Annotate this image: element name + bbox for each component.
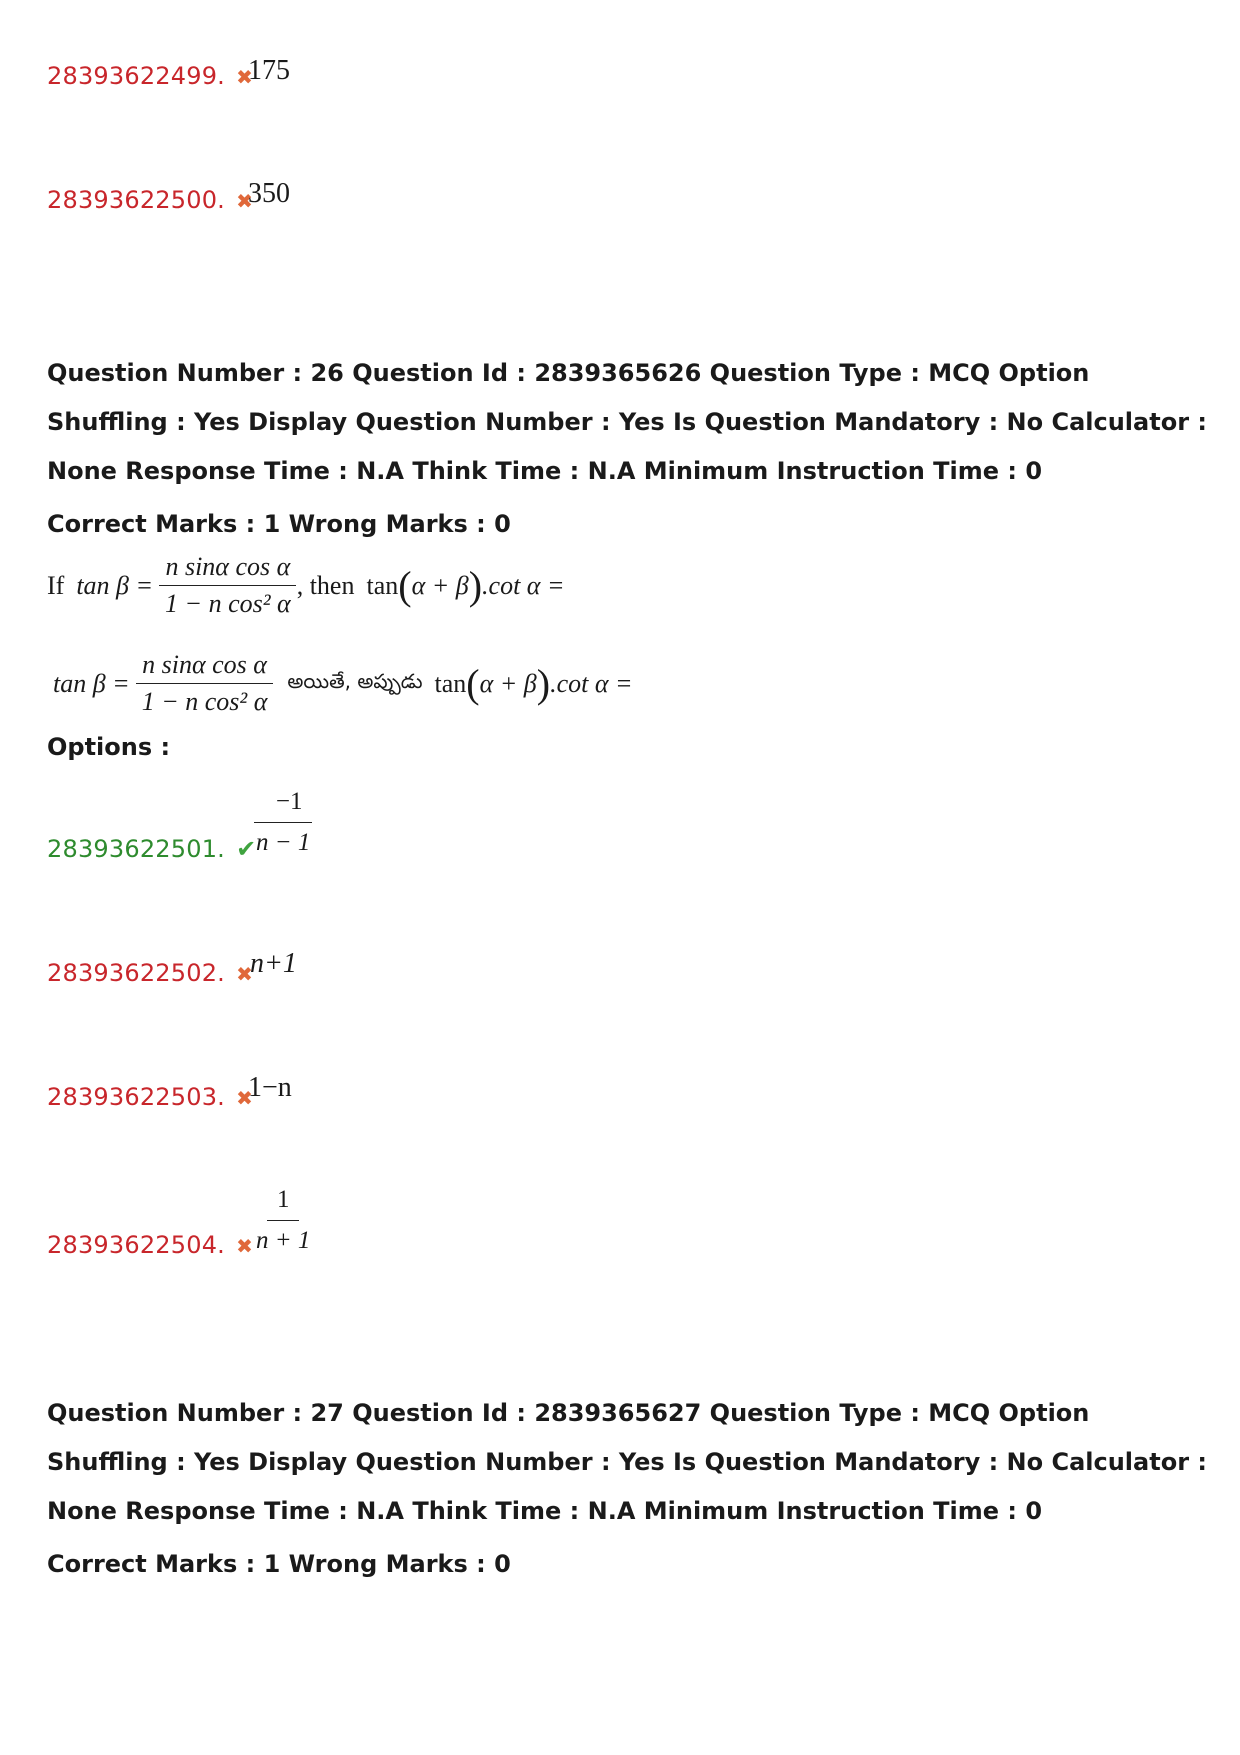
check-icon: ✔ <box>236 835 257 863</box>
question-marks: Correct Marks : 1 Wrong Marks : 0 <box>47 1550 511 1578</box>
if-word: If <box>47 570 65 600</box>
fraction <box>159 552 297 619</box>
fraction-denominator: 1 − n cos² α <box>141 687 268 716</box>
question-text-english <box>47 552 565 619</box>
option-value: 350 <box>248 178 290 209</box>
option-row <box>47 62 253 90</box>
option-id: 28393622501. <box>47 835 225 863</box>
cross-icon: ✖ <box>236 189 253 213</box>
fraction-numerator: −1 <box>254 788 313 823</box>
option-id: 28393622500. <box>47 186 225 214</box>
option-row <box>47 1231 253 1259</box>
fraction-denominator: n + 1 <box>256 1227 311 1254</box>
paren-close: ) <box>468 563 483 608</box>
option-id: 28393622502. <box>47 959 225 987</box>
cross-icon: ✖ <box>236 65 253 89</box>
fraction-denominator: n − 1 <box>256 829 311 856</box>
paren-open: ( <box>466 661 480 706</box>
option-value <box>250 1186 316 1255</box>
rhs-func: tan <box>366 570 399 600</box>
fraction <box>250 1186 316 1255</box>
question-text-telugu <box>53 650 633 717</box>
telugu-text: అయితే, అప్పుడు <box>287 669 423 693</box>
question-meta: Question Number : 27 Question Id : 2839365627 Question Type : MCQ Option Shuffling : Yes Display Question Number : Yes Is Question Mandatory : No Calculator : None Response Time : N.A Think Time : N.A Minimum Instruction Time : 0 <box>47 1399 1207 1525</box>
rhs-post: .cot α = <box>550 668 633 698</box>
lhs: tan β = <box>53 668 130 698</box>
paren-close: ) <box>536 661 551 706</box>
fraction-denominator: 1 − n cos² α <box>165 589 291 618</box>
rhs-args: α + β <box>411 570 469 600</box>
cross-icon: ✖ <box>236 962 253 986</box>
rhs-func: tan <box>434 668 467 698</box>
option-id: 28393622504. <box>47 1231 225 1259</box>
option-row <box>47 186 253 214</box>
then-word: , then <box>296 570 355 600</box>
question-marks: Correct Marks : 1 Wrong Marks : 0 <box>47 510 511 538</box>
fraction <box>136 650 274 717</box>
fraction <box>250 788 316 857</box>
fraction-numerator: n sinα cos α <box>159 552 296 586</box>
lhs: tan β = <box>76 570 154 600</box>
option-id: 28393622503. <box>47 1083 225 1111</box>
cross-icon: ✖ <box>236 1234 253 1258</box>
option-value: 1−n <box>248 1072 292 1103</box>
rhs-args: α + β <box>479 668 537 698</box>
option-id: 28393622499. <box>47 62 225 90</box>
fraction-numerator: 1 <box>267 1186 300 1221</box>
option-row <box>47 835 256 863</box>
rhs-post: .cot α = <box>482 570 565 600</box>
paren-open: ( <box>398 563 412 608</box>
cross-icon: ✖ <box>236 1086 253 1110</box>
question-meta: Question Number : 26 Question Id : 2839365626 Question Type : MCQ Option Shuffling : Yes Display Question Number : Yes Is Question Mandatory : No Calculator : None Response Time : N.A Think Time : N.A Minimum Instruction Time : 0 <box>47 359 1207 485</box>
option-value <box>250 788 316 857</box>
option-value: n+1 <box>250 948 297 979</box>
option-value: 175 <box>248 55 290 86</box>
option-row <box>47 959 253 987</box>
options-label: Options : <box>47 733 171 761</box>
fraction-numerator: n sinα cos α <box>136 650 273 684</box>
option-row <box>47 1083 253 1111</box>
